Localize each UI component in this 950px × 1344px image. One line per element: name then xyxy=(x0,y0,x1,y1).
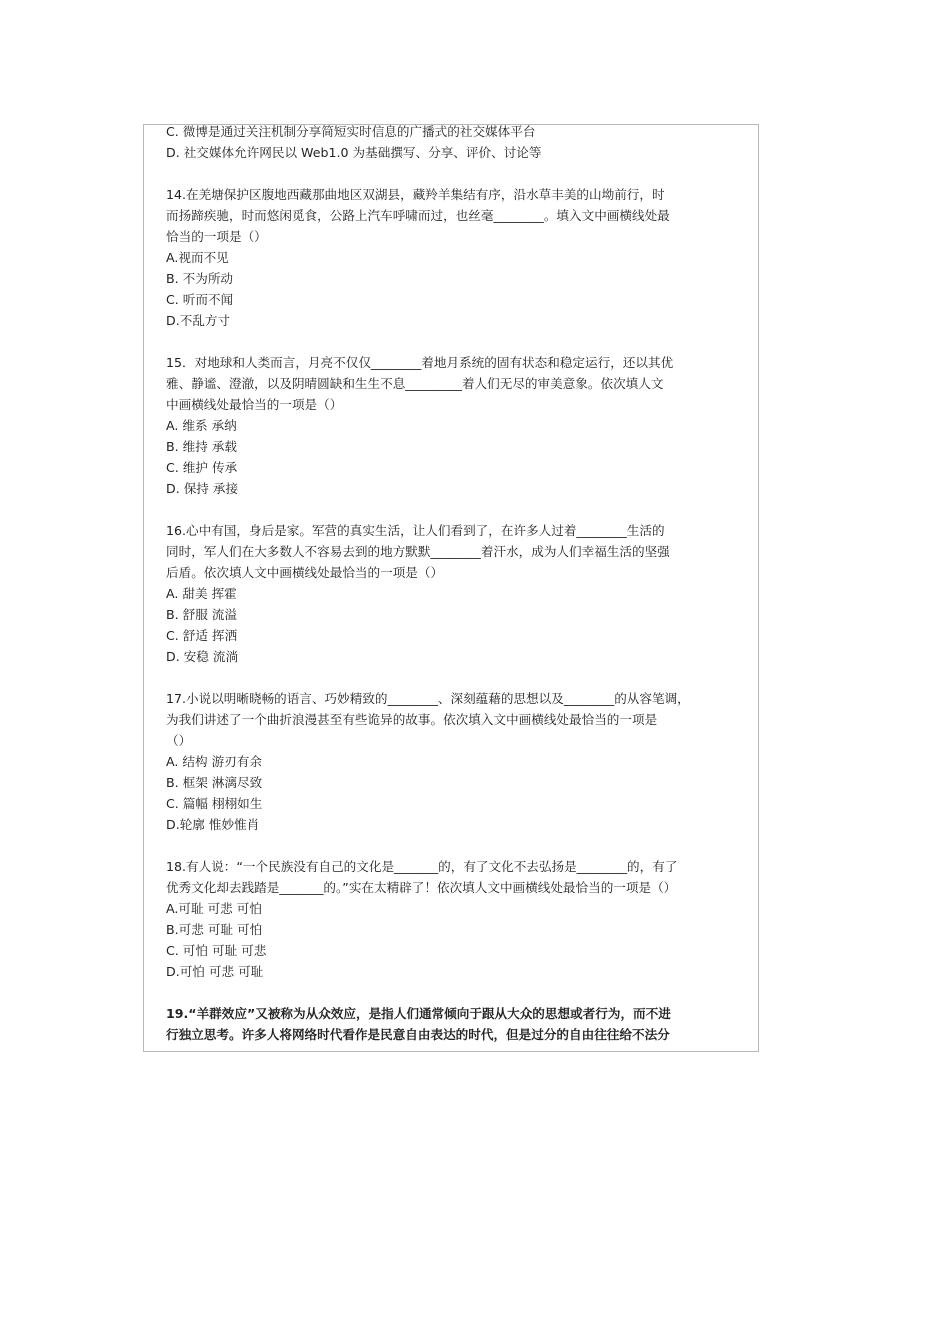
question-17 xyxy=(166,688,736,835)
question-15-stem-line-3: 中画横线处最恰当的一项是（） xyxy=(166,397,343,412)
question-15-stem-line-1: 15．对地球和人类而言，月亮不仅仅________着地月系统的固有状态和稳定运行，还以其优 xyxy=(166,355,674,370)
question-16-stem-line-3: 后盾。依次填人文中画横线处最恰当的一项是（） xyxy=(166,565,444,580)
question-18-option-d: D.可怕 可悲 可耻 xyxy=(166,964,264,979)
question-14-option-b: B. 不为所动 xyxy=(166,271,234,286)
question-14-option-a: A.视而不见 xyxy=(166,250,229,265)
question-15-option-b: B. 维持 承载 xyxy=(166,439,238,454)
question-17-option-b: B. 框架 淋漓尽致 xyxy=(166,775,263,790)
question-16-stem-line-2: 同时，军人们在大多数人不容易去到的地方默默________着汗水，成为人们幸福生活的坚强 xyxy=(166,544,670,559)
question-18 xyxy=(166,856,736,982)
spacer xyxy=(166,331,736,352)
question-15 xyxy=(166,352,736,499)
question-17-option-d: D.轮廓 惟妙惟肖 xyxy=(166,817,260,832)
question-16-option-d: D. 安稳 流淌 xyxy=(166,649,239,664)
question-18-stem-line-1: 18.有人说：“一个民族没有自己的文化是_______的，有了文化不去弘扬是________的，有了 xyxy=(166,859,678,874)
question-16-option-a: A. 甜美 挥霍 xyxy=(166,586,237,601)
question-14-option-d: D.不乱方寸 xyxy=(166,313,231,328)
question-19-stem-line-2: 行独立思考。许多人将网络时代看作是民意自由表达的时代，但是过分的自由往往给不法分 xyxy=(166,1027,670,1042)
question-19 xyxy=(166,1003,736,1045)
prev-option-c: C. 微博是通过关注机制分享简短实时信息的广播式的社交媒体平台 xyxy=(166,124,536,139)
question-17-option-c: C. 篇幅 栩栩如生 xyxy=(166,796,263,811)
question-14-stem-line-1: 14.在羌塘保护区腹地西藏那曲地区双湖县，藏羚羊集结有序，沿水草丰美的山坳前行，时 xyxy=(166,187,665,202)
question-15-option-d: D. 保持 承接 xyxy=(166,481,239,496)
question-17-option-a: A. 结构 游刃有余 xyxy=(166,754,262,769)
question-14 xyxy=(166,184,736,331)
question-16-stem-line-1: 16.心中有国，身后是家。军营的真实生活，让人们看到了，在许多人过着________生活的 xyxy=(166,523,665,538)
question-18-stem-line-2: 优秀文化却去践踏是_______的。”实在太精辟了！依次填人文中画横线处最恰当的一项是（） xyxy=(166,880,677,895)
question-16-option-c: C. 舒适 挥洒 xyxy=(166,628,238,643)
question-17-stem-line-3: （） xyxy=(166,733,192,748)
spacer xyxy=(166,667,736,688)
question-18-option-a: A.可耻 可悲 可怕 xyxy=(166,901,262,916)
spacer xyxy=(166,499,736,520)
spacer xyxy=(166,835,736,856)
spacer xyxy=(166,982,736,1003)
question-18-option-b: B.可悲 可耻 可怕 xyxy=(166,922,263,937)
question-16-option-b: B. 舒服 流溢 xyxy=(166,607,238,622)
question-14-option-c: C. 听而不闻 xyxy=(166,292,234,307)
question-14-stem-line-2: 而扬蹄疾驰，时而悠闲觅食，公路上汽车呼啸而过，也丝毫________。填入文中画横线处最 xyxy=(166,208,670,223)
document-page xyxy=(143,124,759,1052)
page-content xyxy=(166,124,736,1045)
question-15-option-a: A. 维系 承纳 xyxy=(166,418,237,433)
prev-option-d: D. 社交媒体允许网民以 Web1.0 为基础撰写、分享、评价、讨论等 xyxy=(166,145,542,160)
question-16 xyxy=(166,520,736,667)
question-19-stem-line-1: 19.“羊群效应”又被称为从众效应，是指人们通常倾向于跟从大众的思想或者行为，而不进 xyxy=(166,1006,671,1021)
spacer xyxy=(166,163,736,184)
question-17-stem-line-1: 17.小说以明晰晓畅的语言、巧妙精致的________、深刻蕴藉的思想以及________的从容笔调， xyxy=(166,691,690,706)
question-18-option-c: C. 可怕 可耻 可悲 xyxy=(166,943,267,958)
question-17-stem-line-2: 为我们讲述了一个曲折浪漫甚至有些诡异的故事。依次填入文中画横线处最恰当的一项是 xyxy=(166,712,658,727)
question-15-stem-line-2: 雅、静谧、澄澈，以及阴晴圆缺和生生不息_________着人们无尽的审美意象。依次填人文 xyxy=(166,376,664,391)
question-14-stem-line-3: 恰当的一项是（） xyxy=(166,229,267,244)
question-15-option-c: C. 维护 传承 xyxy=(166,460,238,475)
